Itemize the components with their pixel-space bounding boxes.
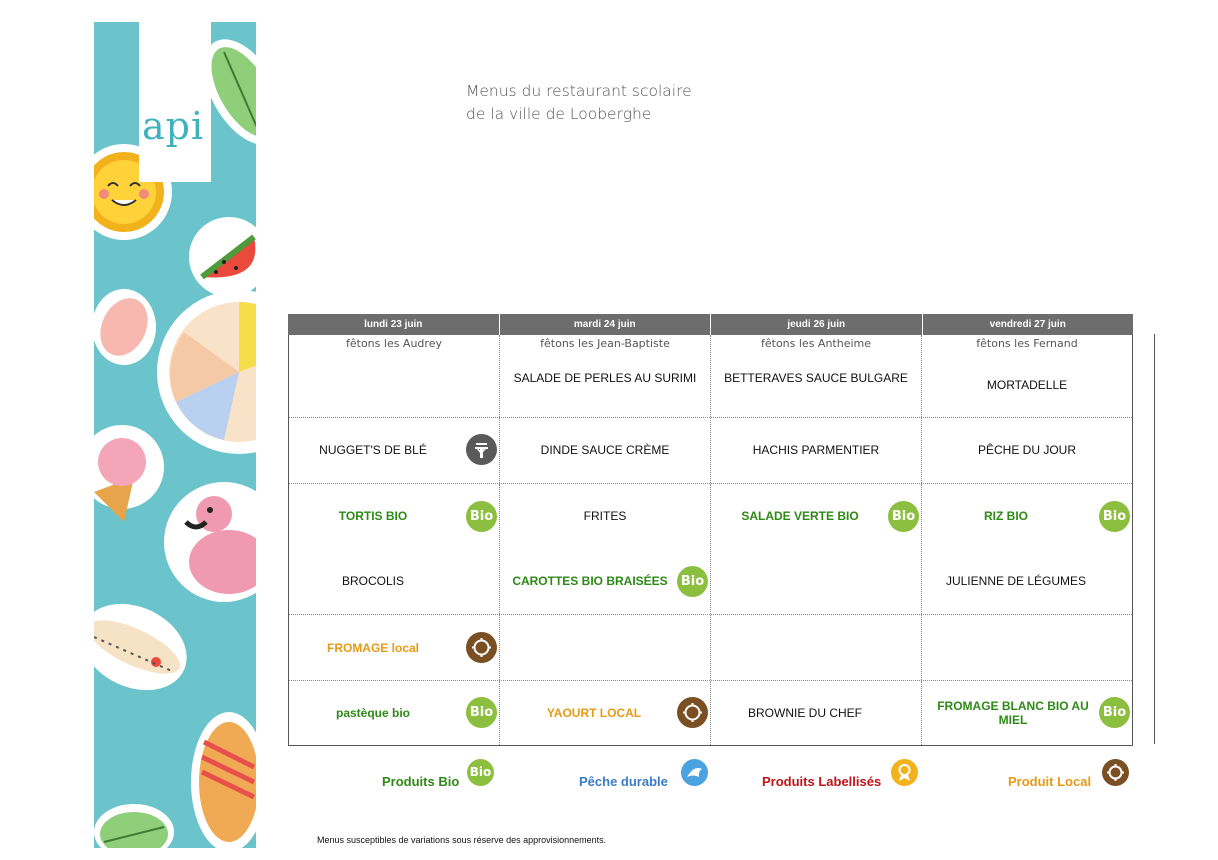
menu-cell — [289, 418, 500, 483]
menu-cell — [922, 335, 1132, 417]
dish-text: BROCOLIS — [341, 574, 404, 588]
menu-row-desserts — [289, 681, 1132, 745]
menu-cell — [711, 335, 922, 417]
dish-text: JULIENNE DE LÉGUMES — [945, 574, 1087, 588]
menu-cell — [711, 615, 922, 680]
dish-text: SALADE DE PERLES AU SURIMI — [513, 371, 697, 385]
bio-icon: Bio — [888, 501, 919, 532]
dish-text: FROMAGE BLANC BIO AU MIEL — [937, 699, 1089, 727]
day-header-friday: vendredi 27 juin — [923, 314, 1134, 335]
menu-row-sides — [289, 484, 1132, 615]
menu-cell — [922, 615, 1132, 680]
day-header-tuesday: mardi 24 juin — [500, 314, 712, 335]
bio-icon: Bio — [466, 697, 497, 728]
logo-background — [139, 22, 211, 182]
weekly-menu-table — [288, 314, 1133, 746]
dish-text: CAROTTES BIO BRAISÉES — [512, 574, 668, 588]
bio-icon: Bio — [467, 759, 494, 786]
days-header-row — [288, 314, 1133, 335]
dish-text: BETTERAVES SAUCE BULGARE — [724, 371, 908, 385]
fete-text: fêtons les Jean-Baptiste — [540, 337, 670, 350]
menu-cell — [711, 681, 922, 745]
menu-cell — [289, 681, 500, 745]
menu-cell — [289, 484, 500, 614]
menu-cell — [711, 484, 922, 614]
fete-text: fêtons les Fernand — [976, 337, 1078, 350]
dish-text: TORTIS BIO — [338, 509, 408, 523]
sustainable-fishing-icon — [681, 759, 708, 786]
dish-text: SALADE VERTE BIO — [741, 509, 859, 523]
dish-text: pastèque bio — [335, 706, 410, 720]
menu-cell — [500, 484, 711, 614]
dish-text: RIZ BIO — [984, 509, 1028, 523]
menu-cell — [500, 418, 711, 483]
legend-peche-label: Pêche durable — [579, 774, 668, 789]
dish-text: DINDE SAUCE CRÈME — [540, 443, 670, 457]
dish-text: FROMAGE local — [326, 641, 419, 655]
local-product-icon — [1102, 759, 1129, 786]
day-header-thursday: jeudi 26 juin — [711, 314, 923, 335]
menu-grid — [288, 335, 1133, 746]
api-logo: api — [142, 104, 205, 148]
menu-row-starters — [289, 335, 1132, 418]
menu-row-mains — [289, 418, 1132, 484]
legend-bio-label: Produits Bio — [382, 774, 460, 789]
dish-text: FRITES — [583, 509, 627, 523]
local-product-icon — [466, 632, 497, 663]
dish-text: PÊCHE DU JOUR — [977, 443, 1076, 457]
page-title — [466, 80, 692, 126]
bio-icon: Bio — [1099, 501, 1130, 532]
bio-icon: Bio — [1099, 697, 1130, 728]
dish-text: NUGGET'S DE BLÉ — [319, 443, 427, 457]
footer-note: Menus susceptibles de variations sous réserve des approvisionnements. — [317, 835, 607, 845]
dish-text: MORTADELLE — [986, 378, 1068, 392]
fete-text: fêtons les Antheime — [760, 337, 872, 350]
menu-cell — [289, 615, 500, 680]
bio-icon: Bio — [466, 501, 497, 532]
menu-cell — [922, 484, 1132, 614]
dish-text: BROWNIE DU CHEF — [748, 706, 862, 720]
title-line-1: Menus du restaurant scolaire — [466, 82, 692, 100]
local-product-icon — [677, 697, 708, 728]
menu-cell — [500, 615, 711, 680]
menu-cell — [500, 681, 711, 745]
day-header-monday: lundi 23 juin — [288, 314, 500, 335]
menu-cell — [922, 681, 1132, 745]
dish-text: HACHIS PARMENTIER — [752, 443, 880, 457]
menu-row-cheese — [289, 615, 1132, 681]
bio-icon: Bio — [677, 566, 708, 597]
grill-icon — [466, 434, 497, 465]
title-line-2: de la ville de Looberghe — [466, 105, 652, 123]
dish-text: YAOURT LOCAL — [546, 706, 642, 720]
legend-label-label: Produits Labellisés — [762, 774, 882, 789]
menu-cell — [500, 335, 711, 417]
decorative-banner — [94, 22, 256, 848]
fete-text: fêtons les Audrey — [346, 337, 442, 350]
menu-cell — [922, 418, 1132, 483]
label-quality-icon — [891, 759, 918, 786]
menu-cell — [711, 418, 922, 483]
legend-local-label: Produit Local — [1008, 774, 1092, 789]
menu-cell — [289, 335, 500, 417]
divider-line — [1154, 334, 1155, 744]
